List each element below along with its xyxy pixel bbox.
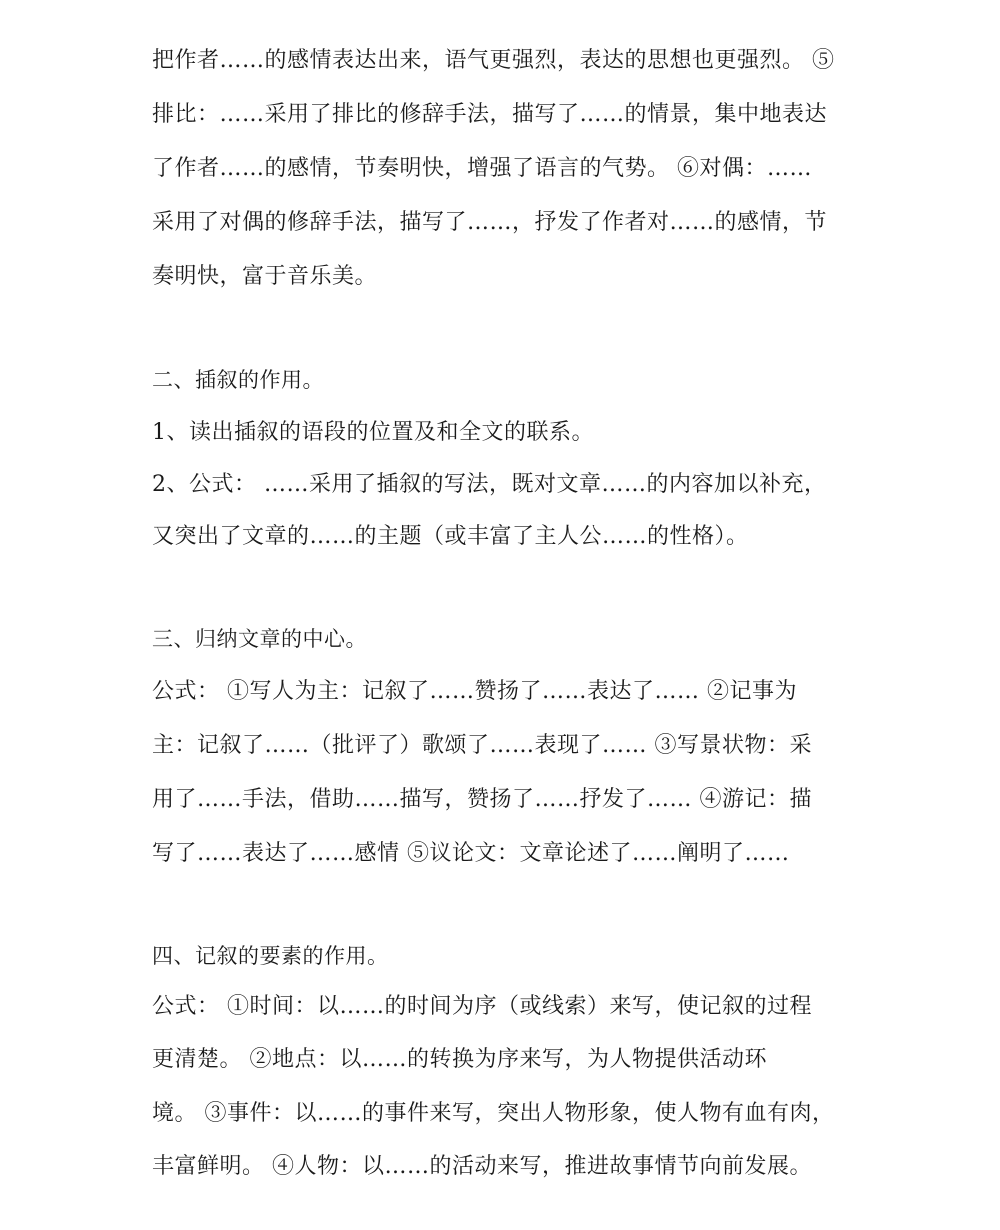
section3-line-1: 公式： ①写人为主：记叙了……赞扬了……表达了…… ②记事为 — [152, 679, 797, 704]
section2-line-1: 1、读出插叙的语段的位置及和全文的联系。 — [152, 420, 594, 445]
section4-line-1: 公式： ①时间：以……的时间为序（或线索）来写，使记叙的过程 — [152, 994, 812, 1019]
section2-heading: 二、插叙的作用。 — [152, 368, 324, 392]
section3-line-2: 主：记叙了……（批评了）歌颂了……表现了…… ③写景状物：采 — [152, 733, 812, 758]
section4-line-2: 更清楚。 ②地点：以……的转换为序来写，为人物提供活动环 — [152, 1047, 767, 1072]
intro-line-1: 把作者……的感情表达出来，语气更强烈，表达的思想也更强烈。 ⑤ — [152, 48, 835, 73]
section2-line-3: 又突出了文章的……的主题（或丰富了主人公……的性格）。 — [152, 524, 749, 549]
intro-line-5: 奏明快，富于音乐美。 — [152, 264, 378, 289]
section3-line-3: 用了……手法，借助……描写，赞扬了……抒发了…… ④游记：描 — [152, 787, 812, 812]
section3-line-4: 写了……表达了……感情 ⑤议论文：文章论述了……阐明了…… — [152, 841, 790, 866]
intro-line-2: 排比：……采用了排比的修辞手法，描写了……的情景，集中地表达 — [152, 102, 828, 127]
section2-line-2: 2、公式： ……采用了插叙的写法，既对文章……的内容加以补充， — [152, 472, 827, 497]
intro-line-4: 采用了对偶的修辞手法，描写了……，抒发了作者对……的感情，节 — [152, 210, 828, 235]
section4-heading: 四、记叙的要素的作用。 — [152, 944, 389, 968]
section4-line-4: 丰富鲜明。 ④人物：以……的活动来写，推进故事情节向前发展。 — [152, 1154, 812, 1179]
section3-heading: 三、归纳文章的中心。 — [152, 627, 367, 651]
intro-line-3: 了作者……的感情，节奏明快，增强了语言的气势。 ⑥对偶：…… — [152, 156, 812, 181]
section4-line-3: 境。 ③事件：以……的事件来写，突出人物形象，使人物有血有肉， — [152, 1101, 835, 1126]
